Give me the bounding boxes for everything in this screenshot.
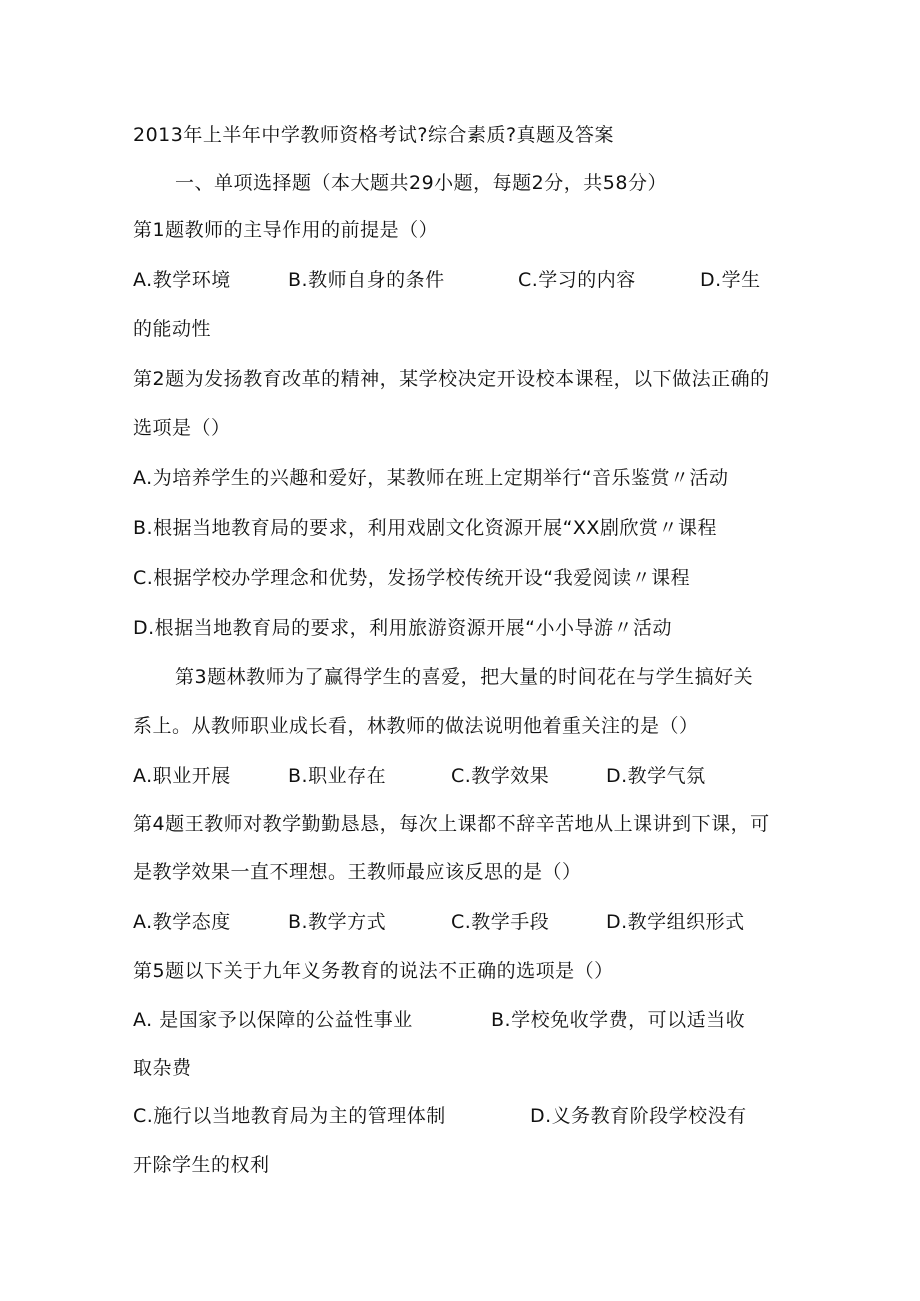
question-5-option-b: B.学校免收学费，可以适当收 — [491, 1009, 746, 1031]
question-3-option-d: D.教学气氛 — [606, 765, 706, 787]
question-5-option-a: A. 是国家予以保障的公益性事业 — [133, 1009, 413, 1031]
question-2-option-a: A.为培养学生的兴趣和爱好，某教师在班上定期举行“音乐鉴赏〃活动 — [133, 467, 729, 489]
document-title: 2013年上半年中学教师资格考试?综合素质?真题及答案 — [133, 124, 615, 146]
question-2-option-d: D.根据当地教育局的要求，利用旅游资源开展“小小导游〃活动 — [133, 617, 673, 639]
question-3-option-a: A.职业开展 — [133, 765, 231, 787]
question-1-option-a: A.教学环境 — [133, 269, 231, 291]
question-4-stem-line-1: 第4题王教师对教学勤勤恳恳，每次上课都不辞辛苦地从上课讲到下课，可 — [133, 813, 770, 835]
question-3-option-b: B.职业存在 — [288, 765, 387, 787]
question-2-option-c: C.根据学校办学理念和优势，发扬学校传统开设“我爱阅读〃课程 — [133, 567, 691, 589]
question-5-option-c: C.施行以当地教育局为主的管理体制 — [133, 1105, 446, 1127]
question-3-stem-line-1: 第3题林教师为了赢得学生的喜爱，把大量的时间花在与学生搞好关 — [175, 666, 754, 688]
question-2-option-b: B.根据当地教育局的要求，利用戏剧文化资源开展“XX剧欣赏〃课程 — [133, 517, 717, 539]
question-2-stem-line-2: 选项是（） — [133, 417, 231, 439]
question-4-option-c: C.教学手段 — [451, 911, 550, 933]
question-3-option-c: C.教学效果 — [451, 765, 550, 787]
question-5-option-b-continued: 取杂费 — [133, 1057, 192, 1079]
question-3-stem-line-2: 系上。从教师职业成长看，林教师的做法说明他着重关注的是（） — [133, 715, 699, 737]
section-heading: 一、单项选择题（本大题共29小题，每题2分，共58分） — [175, 172, 667, 194]
question-1-stem: 第1题教师的主导作用的前提是（） — [133, 219, 439, 241]
question-1-option-d-continued: 的能动性 — [133, 318, 212, 340]
question-1-option-c: C.学习的内容 — [518, 269, 636, 291]
question-2-stem-line-1: 第2题为发扬教育改革的精神，某学校决定开设校本课程，以下做法正确的 — [133, 368, 770, 390]
question-4-option-b: B.教学方式 — [288, 911, 387, 933]
question-1-option-b: B.教师自身的条件 — [288, 269, 445, 291]
question-5-option-d: D.义务教育阶段学校没有 — [530, 1105, 747, 1127]
question-5-option-d-continued: 开除学生的权利 — [133, 1154, 270, 1176]
question-4-stem-line-2: 是教学效果一直不理想。王教师最应该反思的是（） — [133, 861, 582, 883]
question-1-option-d: D.学生 — [700, 269, 761, 291]
question-4-option-a: A.教学态度 — [133, 911, 231, 933]
question-5-stem: 第5题以下关于九年义务教育的说法不正确的选项是（） — [133, 960, 614, 982]
question-4-option-d: D.教学组织形式 — [606, 911, 745, 933]
